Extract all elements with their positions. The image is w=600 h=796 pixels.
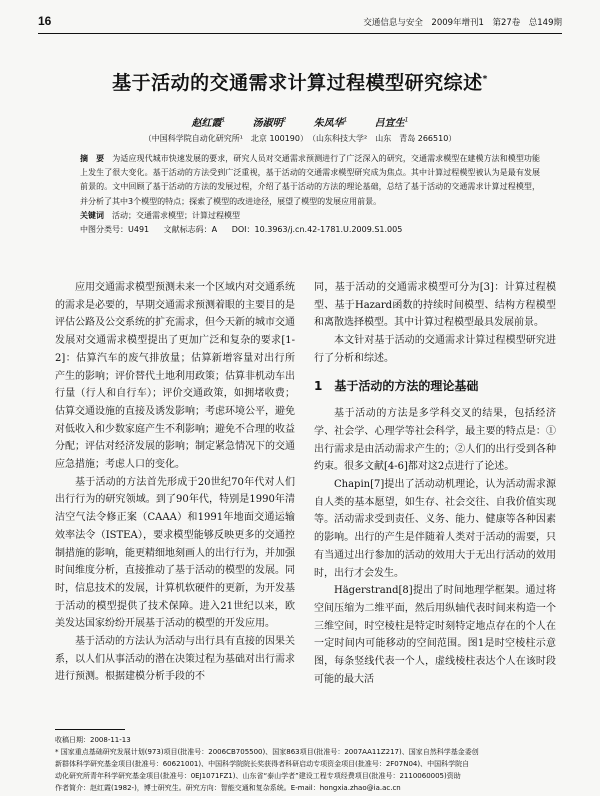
abstract (80, 152, 540, 209)
author-bio: 作者简介：赵红霞(1982-)，博士研究生。研究方向：智能交通和复杂系统。E-mail：hongxia.zhao@ia.ac.cn (55, 784, 401, 792)
paper-title (38, 68, 562, 95)
section-heading: 1 基于活动的方法的理论基础 (314, 378, 479, 393)
title-footnote-mark: * (482, 74, 488, 85)
keywords (80, 209, 540, 223)
author-list (38, 114, 562, 129)
footnote-rule (55, 729, 125, 730)
keywords-label: 关键词 (80, 210, 104, 220)
abstract-label: 摘 要 (80, 154, 105, 163)
body-paragraph: 本文针对基于活动的交通需求计算过程模型研究进行了分析和综述。 (314, 335, 556, 364)
doi: DOI：10.3963/j.cn.42-1781.U.2009.S1.005 (231, 225, 403, 235)
body-paragraph: 基于活动的方法是多学科交叉的结果，包括经济学、社会学、心理学等社会科学，最主要的特点是：①出行需求是由活动需求产生的；②人们的出行受到各种约束。很多文献[4-6]都对这2点进行了论述。 (314, 408, 556, 473)
right-column (314, 279, 556, 688)
paper-title-text: 基于活动的交通需求计算过程模型研究综述 (112, 72, 483, 94)
abstract-block (80, 152, 540, 237)
running-header: 交通信息与安全 2009年增刊1 第27卷 总149期 (363, 18, 562, 28)
funding-note: 新群体科学研究基金项目(批准号：60621001)、中国科学院院长奖获得者科研启动专项资金项目(批准号：2F07N04)、中国科学院自 (55, 760, 470, 768)
document-code: 文献标志码：A (163, 225, 218, 235)
body-paragraph: Hägerstrand[8]提出了时间地理学框架。通过将空间压缩为二维平面，然后用纵轴代表时间来构造一个三维空间，时空棱柱是特定时刻特定地点存在的个人在一定时间内可能移动的空间范围。图1是时空棱柱示意图，每条竖线代表一个人，虚线棱柱表达个人在该时段可能的最大活 (314, 585, 556, 685)
abstract-text: 为适应现代城市快速发展的要求，研究人员对交通需求预测进行了广泛深入的研究，交通需求模型在建模方法和模型功能上发生了很大变化。基于活动的方法受到广泛重视，基于活动的交通需求模型研究成为焦点。其中计算过程模型被认为是最有发展前景的。文中回顾了基于活动的方法的发展过程，介绍了基于活动的方法的理论基础，总结了基于活动的交通需求计算过程模型，并分析了其中3个模型的特点；探索了模型的改进途径，展望了模型的发展应用前景。 (80, 154, 541, 206)
body-paragraph: Chapin[7]提出了活动动机理论，认为活动需求源自人类的基本愿望，如生存、社会交往、自我价值实现等。活动需求受到责任、义务、能力、健康等各种因素的影响。出行的产生是伴随着人类对于活动的需要，只有当通过出行参加的活动的效用大于无出行活动的效用时，出行才会发生。 (314, 479, 556, 579)
left-column (55, 279, 295, 686)
body-paragraph: 同，基于活动的交通需求模型可分为[3]：计算过程模型、基于Hazard函数的持续时间模型、结构方程模型和离散选择模型。其中计算过程模型最具发展前景。 (314, 282, 556, 329)
received-date: 收稿日期：2008-11-13 (55, 736, 131, 744)
clc-number: 中图分类号：U491 (80, 225, 150, 235)
funding-note: 动化研究所青年科学研究基金项目(批准号：0EJ1071FZ1)、山东省“泰山学者”建设工程专项经费项目(批准号：2110060005)资助 (55, 772, 461, 780)
page-number: 16 (38, 14, 52, 28)
footnotes (55, 734, 560, 794)
body-paragraph: 基于活动的方法首先形成于20世纪70年代对人们出行行为的研究领域。到了90年代，特别是1990年清洁空气法令修正案（CAAA）和1991年地面交通运输效率法令（ISTEA），要求模型能够反映更多的交通控制措施的影响，能更精细地刻画人的出行行为，并加强时间维度分析，直接推动了基于活动的模型的发展。同时，信息技术的发展，计算机软硬件的更新，为开发基于活动的模型提供了技术保障。进入21世纪以来，欧美发达国家纷纷开展基于活动的模型的开发应用。 (55, 476, 295, 630)
body-paragraph: 应用交通需求模型预测未来一个区域内对交通系统的需求是必要的，早期交通需求预测着眼的主要目的是评估公路及公交系统的扩充需求，但今天新的城市交通发展对交通需求模型提出了更加广泛和复杂的要求[1-2]：估算汽车的废气排放量；估算新增容量对出行所产生的影响；评价替代土地利用政策；估算非机动车出行量（行人和自行车）；评价交通政策，如拥堵收费；估算交通设施的直接及诱发影响；考虑环境公平，避免对低收入和少数家庭产生不利影响；避免不合理的收益分配；评估对经济发展的影响；制定紧急情况下的交通应急措施；考虑人口的变化。 (55, 282, 295, 471)
author: 汤淑明$^2$ (252, 116, 287, 129)
affiliation: （中国科学院自动化研究所¹ 北京 100190） （山东科技大学² 山东 青岛 266510） (143, 134, 457, 143)
author: 赵红霞$^1$ (191, 116, 226, 129)
author: 朱凤华$^1$ (313, 116, 348, 129)
author: 吕宜生$^1$ (374, 116, 409, 129)
keywords-text: 活动；交通需求模型；计算过程模型 (112, 210, 240, 220)
header-rule (38, 33, 562, 34)
funding-note: * 国家重点基础研究发展计划(973)项目(批准号：2006CB705500)、国家863项目(批准号：2007AA11Z217)、国家自然科学基金委创 (55, 748, 479, 756)
body-paragraph: 基于活动的方法认为活动与出行具有直接的因果关系，以人们从事活动的潜在决策过程为基础对出行需求进行预测。根据建模分析手段的不 (55, 636, 295, 683)
classification-line (80, 223, 540, 237)
